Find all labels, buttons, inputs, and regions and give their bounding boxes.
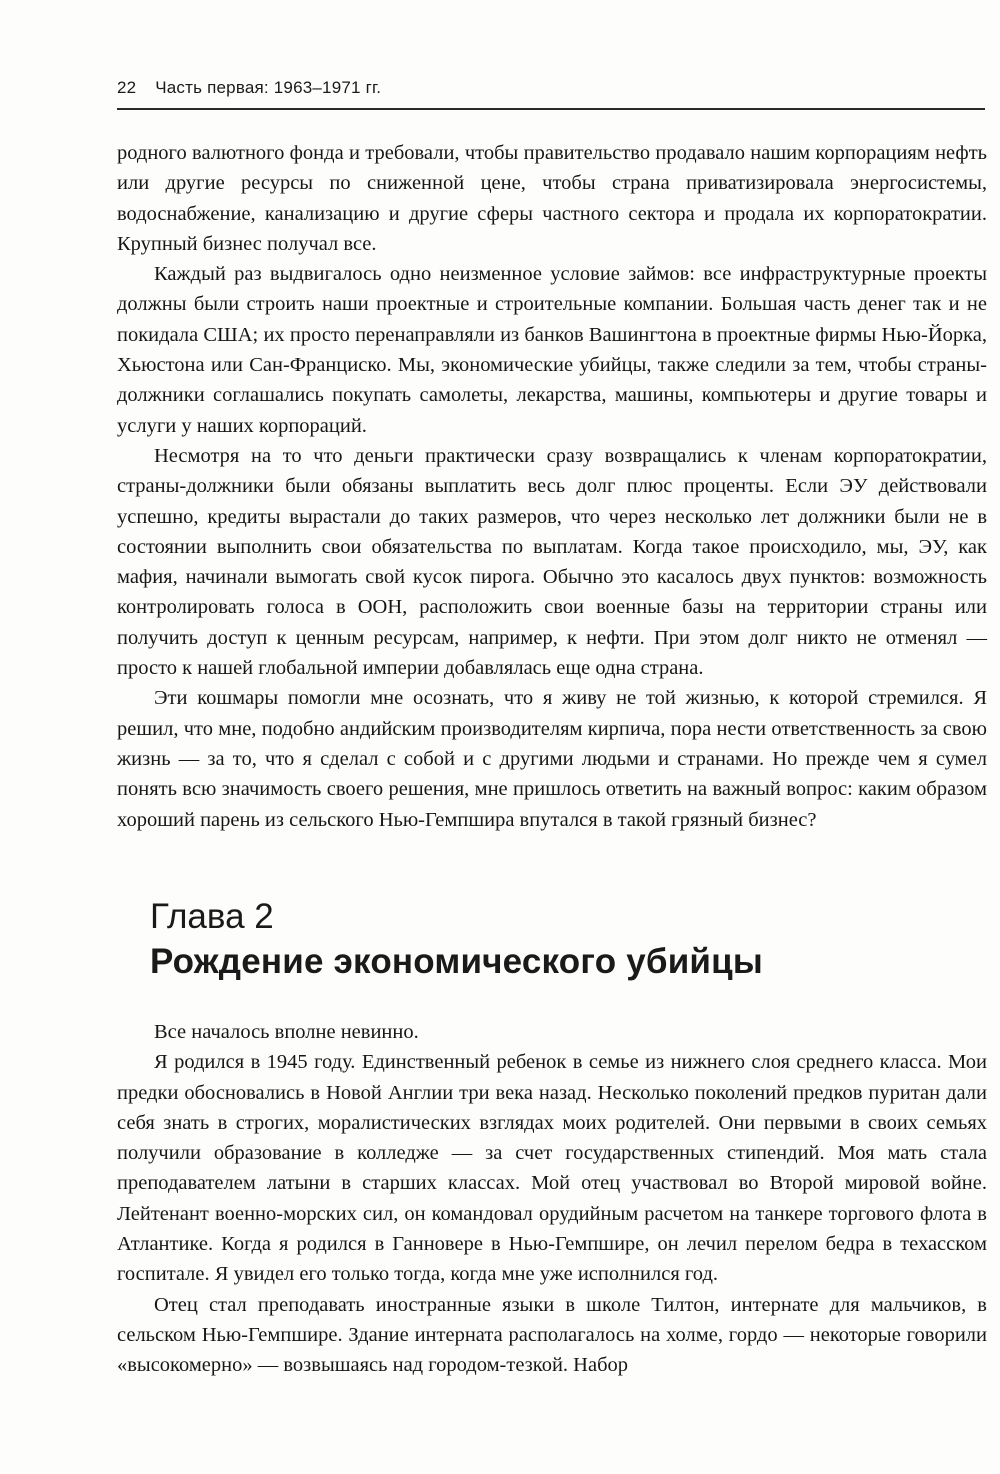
running-header [117, 78, 381, 98]
header-rule [117, 108, 985, 110]
page-number: 22 [117, 78, 137, 97]
paragraph: Эти кошмары помогли мне осознать, что я живу не той жизнью, к которой стремился. Я решил, что мне, подобно андийским производителям кирпича, пора нести ответственность за свою жизнь — за то, что я сделал с собой и с другими людьми и странами. Но прежде чем я сумел понять всю значимость своего решения, мне пришлось ответить на важный вопрос: каким образом хороший парень из сельского Нью-Гемпшира впутался в такой грязный бизнес? [117, 687, 987, 831]
text-block-chapter-2 [117, 1017, 987, 1381]
chapter-heading [150, 895, 763, 985]
paragraph: Несмотря на то что деньги практически сразу возвращались к членам корпоратократии, страны-должники были обязаны выплатить весь долг плюс проценты. Если ЭУ действовали успешно, кредиты вырастали до таких размеров, что через несколько лет должники были не в состоянии выполнить свои обязательства по выплатам. Когда такое происходило, мы, ЭУ, как мафия, начинали вымогать свой кусок пирога. Обычно это касалось двух пунктов: возможность контролировать голоса в ООН, расположить свои военные базы на территории страны или получить доступ к ценным ресурсам, например, к нефти. При этом долг никто не отменял — просто к нашей глобальной империи добавлялась еще одна страна. [117, 444, 987, 680]
running-title: Часть первая: 1963–1971 гг. [155, 78, 382, 97]
paragraph: Отец стал преподавать иностранные языки в школе Тилтон, интернате для мальчиков, в сельском Нью-Гемпшире. Здание интерната располагалось на холме, гордо — некоторые говорили «высокомерно» — возвышаясь над городом-тезкой. Набор [117, 1293, 987, 1377]
chapter-label: Глава 2 [150, 897, 274, 936]
chapter-title: Рождение экономического убийцы [150, 942, 763, 981]
paragraph: Все началось вполне невинно. [154, 1021, 419, 1043]
paragraph: Каждый раз выдвигалось одно неизменное условие займов: все инфраструктурные проекты должны были строить наши проектные и строительные компании. Большая часть денег так и не покидала США; их просто перенаправляли из банков Вашингтона в проектные фирмы Нью-Йорка, Хьюстона или Сан-Франциско. Мы, экономические убийцы, также следили за тем, чтобы страны-должники соглашались покупать самолеты, лекарства, машины, компьютеры и другие товары и услуги у наших корпораций. [117, 263, 987, 437]
paragraph: Я родился в 1945 году. Единственный ребенок в семье из нижнего слоя среднего класса. Мои предки обосновались в Новой Англии три века назад. Несколько поколений предков пуритан дали себя знать в строгих, моралистических взглядах моих родителей. Они первыми в своих семьях получили образование в колледже — за счет государственных стипендий. Моя мать стала преподавателем латыни в старших классах. Мой отец участвовал во Второй мировой войне. Лейтенант военно-морских сил, он командовал орудийным расчетом на танкере торгового флота в Атлантике. Когда я родился в Ганновере в Нью-Гемпшире, он лечил перелом бедра в техасском госпитале. Я увидел его только тогда, когда мне уже исполнился год. [117, 1051, 987, 1286]
text-block-previous-chapter [117, 138, 987, 835]
paragraph: родного валютного фонда и требовали, чтобы правительство продавало нашим корпорациям нефть или другие ресурсы по сниженной цене, чтобы страна приватизировала энергосистемы, водоснабжение, канализацию и другие сферы частного сектора и продала их корпоратократии. Крупный бизнес получал все. [117, 142, 987, 255]
